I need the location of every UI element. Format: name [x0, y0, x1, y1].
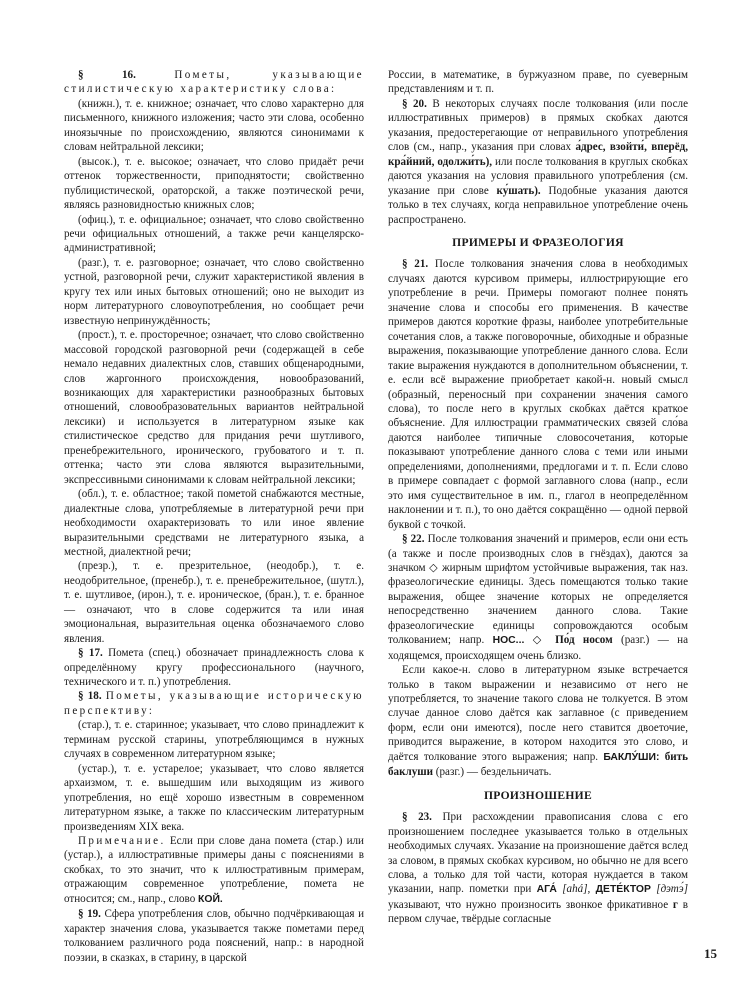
label-elevated: (высок.), т. е. высокое; означает, что слово придаёт речи оттенок торжественности, приподнятости; свойственно публицистической, ораторской, а также поэтической речи, являясь разновидностью книжных слов;	[64, 155, 364, 212]
transcription-detektor: [дэтэ́]	[656, 883, 689, 896]
section-number: § 23.	[402, 811, 432, 824]
section-22: § 22. После толкования значений и примеров, если они есть (а также и после производных слов в гнёздах), даются за значком ◇ жирным шрифтом устойчивые выражения, так наз. фразеологические единицы. Здесь помещаются только такие выражения, общее значение которых не определяется непосредственно значением данного слова. Такие фразеологические единицы сопровождаются особым толкованием; напр. НОС... ◇ По́д носом (разг.) — на ходящемся, происходящем очень близко.	[388, 533, 688, 662]
bound-word-paragraph: Если какое-н. слово в литературном языке встречается только в таком выражении и независимо от него не употребляется, то значение такого слова не толкуется. В этом случае данное слово даётся как заглавное (с приведением форм, если они имеются), после него ставится двоеточие, приводится выражение, в котором находится это слово, и даётся толкование этого выражения; напр. БАКЛУ́ШИ: бить баклуши (разг.) — бездельничать.	[388, 664, 688, 779]
letter-g: г	[672, 898, 678, 911]
section-number: § 17.	[78, 647, 103, 660]
phrase-bit-baklushi: бить баклуши	[388, 750, 688, 779]
label-old: (стар.), т. е. старинное; указывает, что слово принадлежит к терминам русской старины, употребляющимся в нужных случаях в современном литературном языке;	[64, 719, 364, 761]
right-column	[388, 68, 688, 927]
section-number: § 19.	[78, 908, 101, 921]
phrase-pod-nosom: ◇ По́д носом	[532, 634, 613, 647]
section-number: § 16.	[78, 69, 136, 81]
note: Примечание. Если при слове дана помета (стар.) или (устар.), а иллюстративные примеры даны с пояснениями в скобках, то это значит, что к иллюстративным примерам, отражающим современное употребление, помета не относится; см., напр., слово КОЙ.	[64, 835, 364, 905]
section-title-spaced: Пометы, указывающие историческую перспективу:	[64, 690, 364, 717]
section-number: § 20.	[402, 97, 427, 110]
label-colloquial: (разг.), т. е. разговорное; означает, что слово свойственно устной, разговорной речи, служит характеристикой явления в кругу тех или иных бытовых отношений; оно не выходит из норм литературного словоупотребления, но сообщает речи известную непринуждённость;	[64, 256, 364, 327]
headword-koi: КОЙ.	[198, 893, 223, 905]
headword-aga: АГА́	[536, 884, 557, 896]
section-23: § 23. При расхождении правописания слова с его произношением последнее указывается только в отдельных необходимых случаях. Указание на произношение даётся вслед за словом, в прямых скобках курсивом, но обычно не для всего слова, а только для той части, которая нуждается в таком указании, напр. пометки при АГА́ [ahá], ДЕТЕ́КТОР [дэтэ́] указывают, что нужно произносить звонкое фрикативное г в первом случае, твёрдые согласные	[388, 811, 689, 926]
section-21: § 21. После толкования значения слова в необходимых случаях даются курсивом примеры, иллюстрирующие его употребление в речи. Примеры помогают полнее понять значение слова и способы его применения. В качестве примеров даются короткие фразы, наиболее употребительные сочетания слов, а также поговорочные, обиходные и образные выражения, показывающие употребление данного слова. Если такие выражения нуждаются в дополнительном объяснении, т. е. если всё выражение приобретает какой-н. новый смысл (образный, переносный при сохранении значения самого слова), то после него в круглых скобках даётся краткое объяснение. Для иллюстрации грамматических связей сло́ва даются наиболее типичные словосочетания, которые показывают употребление данного слова с теми или иными определениями, дополнениями, предлогами и т. п. Если слово в примере совпадает с формой заглавного слова (напр., если это имя существительное в им. п., глагол в неопределённом наклонении и т. п.), то оно даётся сокращённо — одной первой буквой с точкой.	[388, 258, 688, 531]
label-book: (книжн.), т. е. книжное; означает, что слово характерно для письменного, книжного изложения; часто эти слова, особенно иноязычные по происхождению, являются синонимами к словам нейтральной лексики;	[64, 97, 364, 154]
headword-detektor: ДЕТЕ́КТОР	[595, 884, 651, 896]
section-19: § 19. Сфера употребления слов, обычно подчёркивающая и характер значения слова, указывается также пометами перед толкованием различного рода пояснений, напр.: в народной поэзии, в сказках, в старину, в царской	[64, 908, 365, 964]
label-expressive: (презр.), т. е. презрительное, (неодобр.), т. е. неодобрительное, (пренебр.), т. е. пренебрежительное, (шутл.), т. е. шутливое, (ирон.), т. е. ироническое, (бран.), т. е. бранное — означают, что в слове содержится та или иная эмоциональная, выразительная оценка обозначаемого слово явления.	[64, 560, 364, 645]
section-16-intro	[64, 68, 364, 97]
left-column	[64, 68, 364, 965]
transcription-aga: [ahá],	[562, 883, 591, 896]
example-word-kushat: ку́шать).	[496, 184, 541, 197]
section-number: § 18.	[78, 690, 102, 703]
label-regional: (обл.), т. е. областное; такой пометой снабжаются местные, диалектные слова, употребляемые в литературной речи при необходимости охарактеризовать то или иное явление выразительными средствами не литературного языка, а местной, диалектной речи;	[64, 488, 364, 558]
section-18-intro	[64, 689, 364, 718]
example-words: а́дрес, взойти́, вперёд, кра́йний, одолжи́ть),	[388, 141, 689, 168]
label-obsolete: (устар.), т. е. устарелое; указывает, что слово является архаизмом, т. е. вышедшим или выходящим из живого употребления, но ещё хорошо известным в современном литературном языке, а также по классическим литературным произведениям XIX века.	[64, 762, 364, 833]
headword-nos: НОС...	[492, 635, 525, 647]
page-number: 15	[704, 946, 717, 961]
section-20: § 20. В некоторых случаях после толкования (или после иллюстративных примеров) в прямых скобках даются указания, предостерегающие от неправильного употребления слов (см., напр., указания при словах а́дрес, взойти́, вперёд, кра́йний, одолжи́ть), или после толкования в круглых скобках даются указания на условия правильного употребления (см. указание при слове ку́шать). Подобные указания даются только в тех случаях, когда неправильное употребление очень распространено.	[388, 97, 689, 226]
section-number: § 22.	[402, 533, 425, 546]
label-official: (офиц.), т. е. официальное; означает, что слово свойственно речи официальных отношений, а также речи канцелярско-административной;	[64, 213, 364, 255]
label-vernacular: (прост.), т. е. просторечное; означает, что слово свойственно массовой городской разговорной речи (содержащей в себе немало недавних диалектных слов, ставших общенародными, слов жаргонного происхождения, новообразований, возникающих для характеристики разнообразных бытовых отношений, словообразовательных вариантов нейтральной лексики) и используется в литературном языке как стилистическое средство для придания речи шутливого, пренебрежительного, иронического, грубоватого и т. п. оттенка; часто эти слова являются выразительными, экспрессивными синонимами к словам нейтральной лексики;	[64, 329, 364, 486]
section-title-spaced: Пометы, указывающие стилистическую характеристику слова:	[64, 69, 365, 96]
heading-pronunciation: ПРОИЗНОШЕНИЕ	[483, 788, 593, 802]
heading-examples-phraseology: ПРИМЕРЫ И ФРАЗЕОЛОГИЯ	[452, 235, 624, 249]
section-number: § 21.	[402, 258, 429, 271]
section-19-continued: России, в математике, в буржуазном праве, по суеверным представлениям и т. п.	[388, 69, 688, 96]
headword-baklushi: БАКЛУ́ШИ:	[603, 751, 660, 763]
section-17: § 17. Помета (спец.) обозначает принадлежность слова к определённому кругу профессионального (научного, технического и т. п.) употребления.	[64, 647, 364, 689]
note-label: Примечание.	[78, 835, 166, 848]
